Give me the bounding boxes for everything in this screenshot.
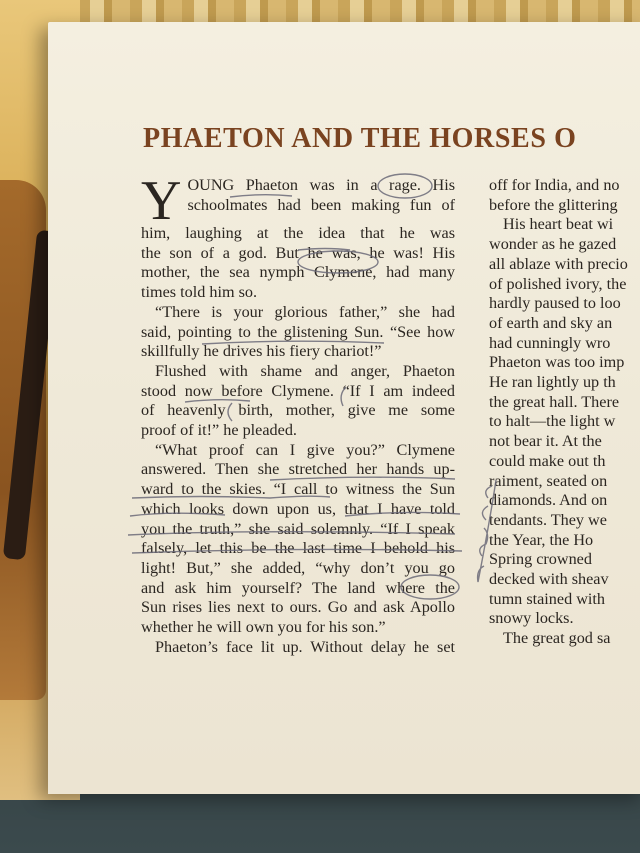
text-line: tumn stained with	[489, 589, 605, 608]
text-line: not bear it. At the	[489, 432, 602, 451]
drop-cap: Y	[141, 170, 182, 232]
text-line: raiment, seated on	[489, 471, 608, 490]
text-line: wonder as he gazed	[489, 235, 617, 254]
text-line: to halt—the light w	[489, 412, 616, 431]
text-line: “What proof can I give you?” Clymene	[155, 440, 455, 459]
text-line: light! But,” she added, “why don’t you go	[141, 558, 455, 577]
text-line: falsely, let this be the last time I behold his	[141, 539, 455, 558]
text-line: said, pointing to the glistening Sun. “See how	[141, 322, 455, 341]
text-line: of heavenly birth, mother, give me some	[141, 401, 455, 420]
text-line: tendants. They we	[489, 510, 607, 529]
text-line: the great hall. There	[489, 392, 620, 411]
right-text-column	[489, 176, 640, 649]
chapter-title: PHAETON AND THE HORSES O	[143, 123, 577, 154]
text-line: Sun rises lies next to ours. Go and ask Apollo	[141, 598, 455, 617]
text-line: The great god sa	[503, 629, 611, 648]
text-line: skillfully he drives his fiery chariot!”	[141, 342, 382, 361]
text-line: whether he will own you for his son.”	[141, 618, 386, 637]
text-line: of polished ivory, the	[489, 274, 627, 293]
text-line: which looks down upon us, that I have told	[141, 499, 455, 518]
text-line: snowy locks.	[489, 609, 574, 628]
left-text-column	[141, 170, 455, 657]
text-line: the Year, the Ho	[489, 530, 594, 549]
text-line: answered. Then she stretched her hands up-	[141, 460, 455, 479]
text-line: and ask him yourself? The land where the	[141, 578, 455, 597]
text-line: Phaeton’s face lit up. Without delay he set	[155, 637, 455, 656]
text-line: schoolmates had been making fun of	[187, 195, 455, 214]
text-line: off for India, and no	[489, 176, 620, 194]
text-line: of earth and sky an	[489, 313, 613, 332]
text-line: “There is your glorious father,” she had	[155, 302, 455, 321]
text-line: him, laughing at the idea that he was	[141, 224, 455, 242]
text-line: had cunningly wro	[489, 333, 611, 352]
text-line: before the glittering	[489, 195, 618, 214]
text-line: diamonds. And on	[489, 491, 608, 510]
text-line: the son of a god. But he was, he was! His	[141, 243, 455, 262]
text-line: His heart beat wi	[503, 215, 614, 234]
text-line: ward to the skies. “I call to witness the Sun	[141, 480, 455, 499]
text-line: Flushed with shame and anger, Phaeton	[155, 361, 455, 380]
text-line: decked with sheav	[489, 570, 609, 589]
text-line: all ablaze with precio	[489, 254, 628, 273]
text-line: proof of it!” he pleaded.	[141, 421, 297, 440]
text-line: OUNG Phaeton was in a rage. His	[187, 176, 455, 194]
text-line: He ran lightly up th	[489, 373, 616, 392]
text-line: mother, the sea nymph Clymene, had many	[141, 263, 455, 282]
text-line: stood now before Clymene. “If I am indeed	[141, 381, 455, 400]
text-line: Spring crowned	[489, 550, 592, 569]
text-line: you the truth,” she said solemnly. “If I speak	[141, 519, 455, 538]
text-line: hardly paused to loo	[489, 294, 621, 313]
text-line: could make out th	[489, 451, 606, 470]
text-line: Phaeton was too imp	[489, 353, 625, 372]
text-line: times told him so.	[141, 283, 258, 302]
